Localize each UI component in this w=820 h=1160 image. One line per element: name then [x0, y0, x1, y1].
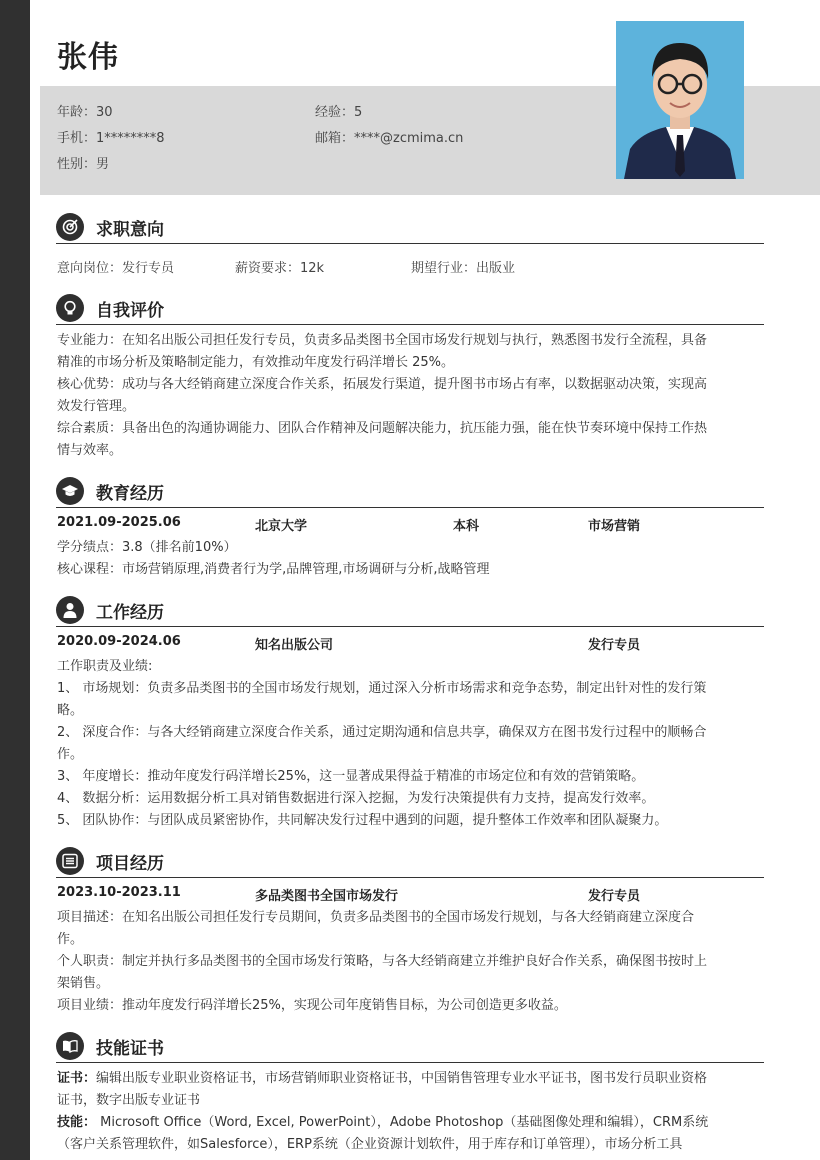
list-icon	[56, 847, 84, 875]
work-line: 2、 深度合作：与各大经销商建立深度合作关系，通过定期沟通和信息共享，确保双方在图书发行过程中的顺畅合	[57, 725, 707, 740]
intent-position: 意向岗位：发行专员	[57, 261, 175, 276]
section-title: 工作经历	[96, 603, 164, 623]
project-line: 个人职责：制定并执行多品类图书的全国市场发行策略，与各大经销商建立并维护良好合作关系，确保图书按时上	[57, 954, 708, 969]
lightbulb-icon	[56, 294, 84, 322]
left-sidebar-bar	[0, 0, 30, 1160]
education-period: 2021.09-2025.06	[57, 515, 181, 530]
skills-text: Microsoft Office（Word, Excel, PowerPoint），Adobe Photoshop（基础图像处理和编辑），CRM系统	[96, 1115, 709, 1130]
education-header-row	[57, 513, 765, 535]
intent-industry: 期望行业：出版业	[411, 261, 516, 276]
email: 邮箱：****@zcmima.cn	[315, 131, 464, 146]
certificates-line	[57, 1068, 765, 1090]
section-education	[56, 477, 764, 508]
section-title: 求职意向	[96, 220, 164, 240]
project-line: 架销售。	[57, 976, 110, 991]
project-line: 项目描述：在知名出版公司担任发行专员期间，负责多品类图书的全国市场发行规划，与各大经销商建立深度合	[57, 910, 695, 925]
education-school: 北京大学	[255, 519, 308, 534]
section-title: 项目经历	[96, 854, 164, 874]
work-line: 略。	[57, 703, 84, 718]
profile-photo	[616, 21, 744, 179]
skills-label: 技能：	[57, 1115, 97, 1130]
section-title: 教育经历	[96, 484, 164, 504]
project-line: 作。	[57, 932, 84, 947]
graduation-cap-icon	[56, 477, 84, 505]
certificates-text: 编辑出版专业职业资格证书，市场营销师职业资格证书，中国销售管理专业水平证书，图书发行员职业资格	[96, 1071, 708, 1086]
experience: 经验：5	[315, 105, 363, 120]
project-period: 2023.10-2023.11	[57, 885, 181, 900]
skills-line: （客户关系管理软件，如Salesforce），ERP系统（企业资源计划软件，用于库存和订单管理），市场分析工具	[57, 1137, 683, 1152]
work-line: 4、 数据分析：运用数据分析工具对销售数据进行深入挖掘，为发行决策提供有力支持，提高发行效率。	[57, 791, 655, 806]
work-line: 3、 年度增长：推动年度发行码洋增长25%，这一显著成果得益于精准的市场定位和有效的营销策略。	[57, 769, 645, 784]
phone: 手机：1********8	[57, 131, 165, 146]
person-icon	[56, 596, 84, 624]
section-title: 自我评价	[96, 301, 164, 321]
project-role: 发行专员	[588, 889, 641, 904]
age: 年龄：30	[57, 105, 113, 120]
education-major: 市场营销	[588, 519, 641, 534]
work-line: 作。	[57, 747, 84, 762]
intent-salary: 薪资要求：12k	[235, 261, 325, 276]
section-job-intent	[56, 213, 764, 244]
certificates-label: 证书：	[57, 1071, 97, 1086]
certificates-line: 证书，数字出版专业证书	[57, 1093, 201, 1108]
self-eval-line: 效发行管理。	[57, 399, 136, 414]
work-company: 知名出版公司	[255, 638, 334, 653]
target-icon	[56, 213, 84, 241]
self-eval-line: 精准的市场分析及策略制定能力，有效推动年度发行码洋增长 25%。	[57, 355, 455, 370]
work-line: 工作职责及业绩:	[57, 659, 153, 674]
education-degree: 本科	[453, 519, 480, 534]
section-self-evaluation	[56, 294, 764, 325]
section-projects	[56, 847, 764, 878]
candidate-name: 张伟	[57, 40, 119, 75]
book-icon	[56, 1032, 84, 1060]
work-header-row	[57, 632, 765, 654]
skills-line	[57, 1112, 765, 1134]
section-skills-certificates	[56, 1032, 764, 1063]
education-line: 学分绩点：3.8（排名前10%）	[57, 540, 237, 555]
project-name: 多品类图书全国市场发行	[255, 889, 399, 904]
self-eval-line: 专业能力：在知名出版公司担任发行专员，负责多品类图书全国市场发行规划与执行，熟悉图书发行全流程，具备	[57, 333, 708, 348]
self-eval-line: 情与效率。	[57, 443, 123, 458]
self-eval-line: 综合素质：具备出色的沟通协调能力、团队合作精神及问题解决能力，抗压能力强，能在快节奏环境中保持工作热	[57, 421, 708, 436]
project-header-row	[57, 883, 765, 905]
section-title: 技能证书	[96, 1039, 164, 1059]
gender: 性别：男	[57, 157, 110, 172]
work-line: 1、 市场规划：负责多品类图书的全国市场发行规划，通过深入分析市场需求和竞争态势，制定出针对性的发行策	[57, 681, 707, 696]
section-work-experience	[56, 596, 764, 627]
work-line: 5、 团队协作：与团队成员紧密协作，共同解决发行过程中遇到的问题，提升整体工作效率和团队凝聚力。	[57, 813, 668, 828]
self-eval-line: 核心优势：成功与各大经销商建立深度合作关系，拓展发行渠道，提升图书市场占有率，以数据驱动决策，实现高	[57, 377, 708, 392]
project-line: 项目业绩：推动年度发行码洋增长25%，实现公司年度销售目标，为公司创造更多收益。	[57, 998, 567, 1013]
education-line: 核心课程：市场营销原理,消费者行为学,品牌管理,市场调研与分析,战略管理	[57, 562, 490, 577]
work-period: 2020.09-2024.06	[57, 634, 181, 649]
work-role: 发行专员	[588, 638, 641, 653]
